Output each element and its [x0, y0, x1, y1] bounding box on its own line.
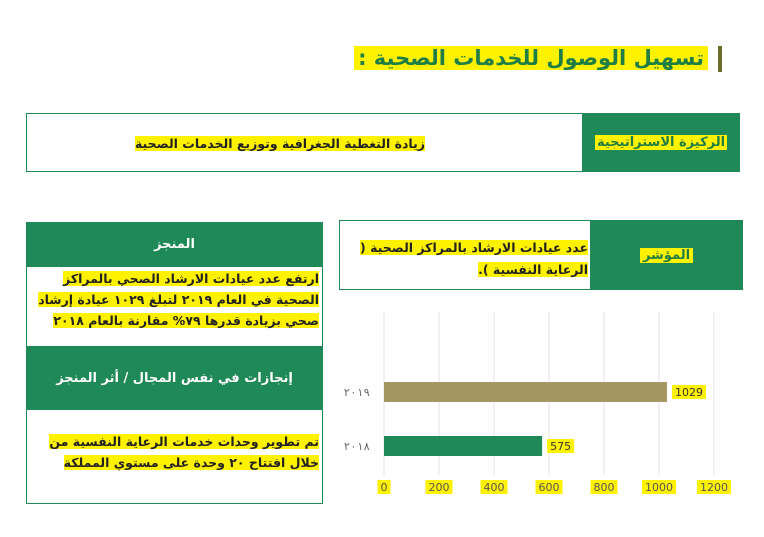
achievement-text-cell: [30, 268, 319, 331]
x-tick-label: 600: [538, 481, 560, 494]
strategic-label-cell: [582, 113, 740, 172]
y-category-label: ٢٠١٨: [343, 440, 370, 453]
related-text: تم تطوير وحدات خدمات الرعاية النفسية من خلال افتتاح ٢٠ وحدة على مستوي المملكة: [49, 434, 319, 470]
page-title: تسهيل الوصول للخدمات الصحية :: [354, 46, 708, 70]
data-label: 1029: [674, 386, 703, 399]
indicator-label: المؤشر: [640, 248, 693, 263]
indicator-bar-chart: [330, 300, 750, 500]
achievement-text: ارتفع عدد عيادات الارشاد الصحي بالمراكز الصحية في العام ٢٠١٩ لتبلغ ١٠٢٩ عيادة إرشاد صحي بزيادة قدرها ٧٩% مقارنة بالعام ٢٠١٨: [38, 271, 319, 328]
y-category-label: ٢٠١٩: [343, 386, 370, 399]
page-title-wrap: [358, 44, 722, 74]
x-tick-label: 400: [483, 481, 505, 494]
achievement-header-label: المنجز: [154, 237, 195, 252]
x-tick-label: 800: [593, 481, 615, 494]
indicator-value-cell: [340, 236, 588, 280]
x-tick-label: 1200: [700, 481, 728, 494]
indicator-value: عدد عيادات الارشاد بالمراكز الصحية ( الرعاية النفسية ).: [360, 240, 588, 277]
indicator-label-cell: [590, 220, 743, 290]
related-text-cell: [30, 431, 319, 473]
strategic-label: الركيزة الاستراتيجية: [596, 135, 726, 150]
strategic-value-cell: [30, 133, 425, 153]
x-tick-label: 0: [380, 481, 388, 494]
x-tick-label: 200: [428, 481, 450, 494]
strategic-value: زيادة التغطية الجغرافية وتوزيع الخدمات الصحية: [134, 136, 425, 151]
related-header: [26, 346, 323, 410]
x-tick-label: 1000: [645, 481, 673, 494]
data-label: 575: [550, 440, 572, 453]
title-accent-bar: [718, 46, 722, 72]
bar: [384, 436, 542, 456]
bar: [384, 382, 667, 402]
achievement-header: [26, 222, 323, 267]
related-header-label: إنجازات في نفس المجال / أثر المنجز: [56, 370, 293, 386]
